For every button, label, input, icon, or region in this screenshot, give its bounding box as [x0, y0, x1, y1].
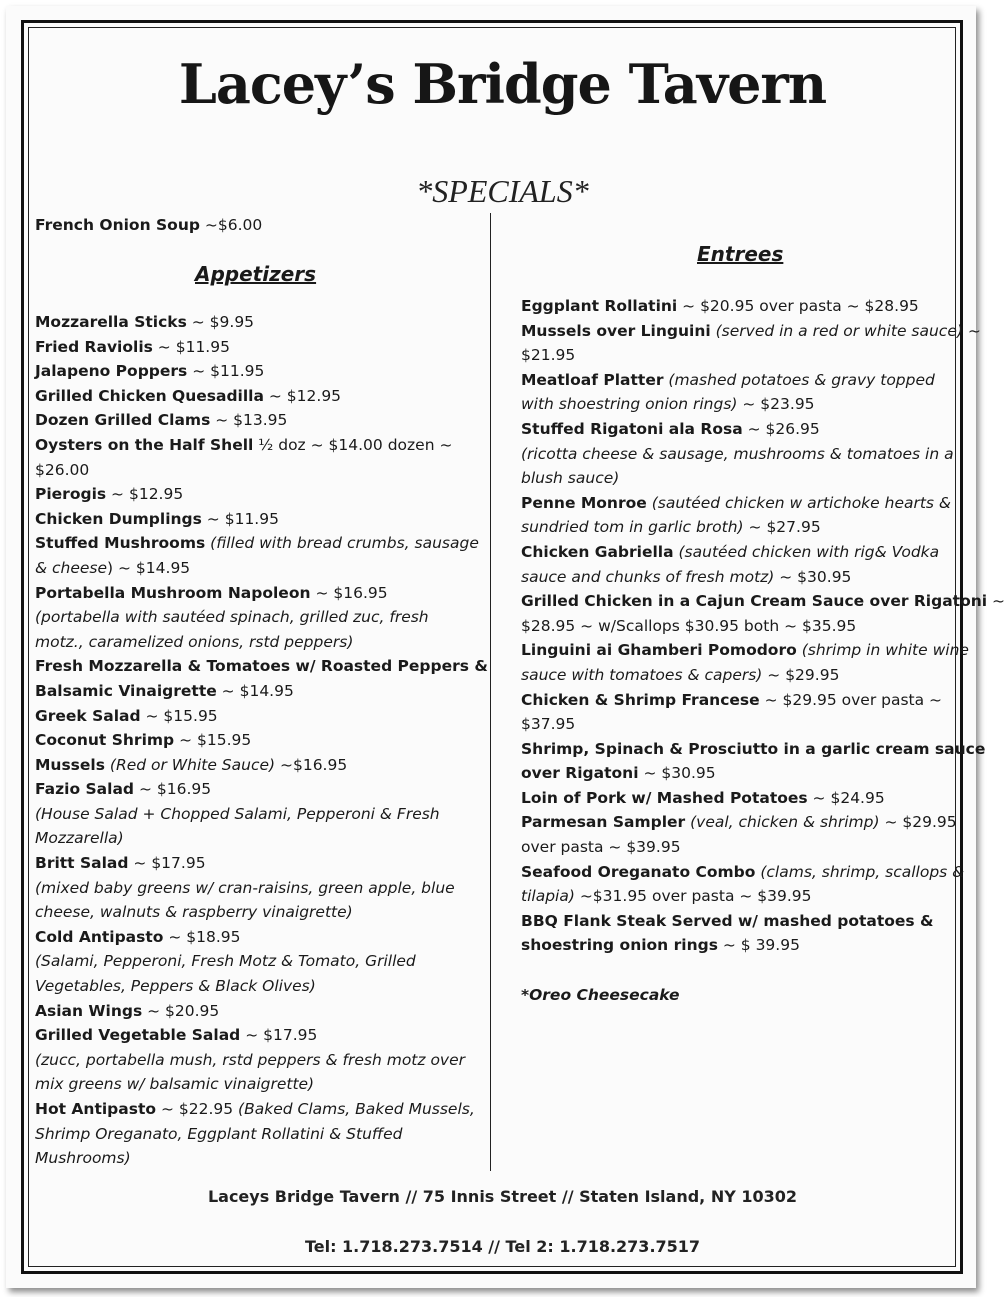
appetizer-line-text: cheese, walnuts & raspberry vinaigrette)	[35, 903, 353, 922]
appetizer-line-text: Asian Wings	[35, 1001, 143, 1020]
appetizer-line-text: mix greens w/ balsamic vinaigrette)	[35, 1075, 315, 1094]
appetizer-line-text: ) ~ $14.95	[107, 558, 191, 577]
appetizer-line-text: Jalapeno Poppers	[35, 362, 188, 381]
appetizer-line-text: (mixed baby greens w/ cran-raisins, green apple, blue	[35, 878, 455, 897]
appetizer-line-text: (House Salad + Chopped Salami, Pepperoni & Fresh	[35, 804, 440, 823]
entree-line-text: ~ $23.95	[737, 395, 815, 414]
entree-line-text: over pasta ~ $39.95	[521, 838, 681, 857]
appetizer-line	[35, 581, 475, 606]
appetizer-line-text: Shrimp Oreganato, Eggplant Rollatini & Stuffed	[35, 1124, 403, 1143]
entree-line	[521, 417, 951, 442]
appetizer-line	[35, 1122, 475, 1147]
entree-line-text: Eggplant Rollatini	[521, 297, 678, 315]
appetizer-line-text: Britt Salad	[35, 854, 129, 873]
appetizer-line	[35, 900, 475, 925]
appetizer-line-text: ~ $16.95	[134, 780, 212, 799]
appetizer-line-text: ~ $18.95	[163, 927, 241, 946]
appetizer-line-text: motz., caramelized onions, rstd peppers)	[35, 632, 354, 651]
appetizers-heading: Appetizers	[195, 262, 317, 286]
soup-line	[35, 213, 465, 253]
appetizer-line	[35, 753, 475, 778]
entree-line-text: tilapia)	[521, 887, 575, 906]
entree-line-text: (sautéed chicken w artichoke hearts &	[646, 493, 952, 512]
appetizer-line-text: ~ $11.95	[187, 362, 265, 381]
appetizer-line-text: ~ $17.95	[240, 1026, 318, 1045]
entree-line-text: ~ $24.95	[807, 788, 885, 807]
entree-line	[521, 860, 965, 885]
appetizer-line	[35, 433, 475, 458]
appetizer-line	[35, 802, 475, 827]
entree-line-text: ~	[987, 592, 1005, 611]
entree-line	[521, 933, 951, 958]
entree-line-text: Parmesan Sampler	[521, 813, 686, 832]
entree-line-text: (mashed potatoes & gravy topped	[663, 370, 935, 389]
appetizer-line	[35, 1048, 475, 1073]
appetizer-line-text: ½ doz ~ $14.00 dozen ~	[253, 435, 453, 454]
appetizer-line	[35, 999, 475, 1024]
entree-line-text: Grilled Chicken in a Cajun Cream Sauce over Rigatoni	[521, 592, 988, 611]
entree-line-text: $37.95	[521, 715, 576, 734]
entree-line	[521, 638, 969, 663]
appetizer-line-text: (filled with bread crumbs, sausage	[205, 534, 479, 553]
entree-line	[521, 294, 951, 319]
appetizer-line	[35, 851, 475, 876]
appetizer-line-text: ~ $9.95	[186, 313, 255, 331]
entree-line-text: with shoestring onion rings)	[521, 395, 738, 414]
entree-line	[521, 983, 951, 1008]
appetizer-line-text: Coconut Shrimp	[35, 731, 175, 750]
appetizer-line-text: & cheese	[35, 558, 108, 577]
entree-line-text: (served in a red or white sauce)	[710, 321, 963, 340]
entrees-list	[521, 294, 1005, 1007]
appetizer-line-text: Balsamic Vinaigrette	[35, 681, 217, 700]
entree-line	[521, 712, 951, 737]
entree-line-text: (shrimp in white wine	[796, 641, 969, 660]
entree-line-text: Stuffed Rigatoni ala Rosa	[521, 419, 743, 438]
appetizer-line-text: Fresh Mozzarella & Tomatoes w/ Roasted Peppers &	[35, 657, 488, 676]
appetizer-line-text: Mozzarella)	[35, 829, 124, 848]
entree-line-text: Meatloaf Platter	[521, 370, 664, 389]
entree-line-text: ~ $29.95	[762, 665, 840, 684]
entree-line-text: blush sauce)	[521, 469, 620, 488]
entree-line	[521, 958, 951, 983]
entree-line-text: ~ $20.95 over pasta ~ $28.95	[677, 297, 919, 315]
footer-address: Laceys Bridge Tavern // 75 Innis Street // Staten Island, NY 10302	[207, 1187, 798, 1206]
appetizer-line	[35, 1023, 475, 1048]
appetizer-line-text: (portabella with sautéed spinach, grilled zuc, fresh	[35, 608, 429, 627]
appetizer-line	[35, 949, 475, 974]
appetizer-line-text: Cold Antipasto	[35, 927, 164, 946]
appetizer-line	[35, 1072, 475, 1097]
entree-line-text: shoestring onion rings	[521, 936, 718, 955]
entree-line-text: ~ $30.95	[638, 764, 716, 783]
entree-line	[521, 565, 951, 590]
footer-phones: Tel: 1.718.273.7514 // Tel 2: 1.718.273.7517	[304, 1237, 701, 1256]
entree-line-text: ~ $26.95	[742, 419, 820, 438]
appetizer-line-text: Mozzarella Sticks	[35, 313, 187, 331]
appetizer-line-text: Portabella Mushroom Napoleon	[35, 583, 311, 602]
appetizer-line-text: ~$16.95	[275, 755, 348, 774]
entree-line	[521, 368, 951, 393]
entrees-heading: Entrees	[697, 242, 784, 266]
entree-line-text: ~ $27.95	[743, 518, 821, 537]
entree-line-text: ~	[962, 321, 981, 340]
entree-line-text: Loin of Pork w/ Mashed Potatoes	[521, 788, 808, 807]
appetizer-line	[35, 1146, 475, 1171]
appetizer-line-text: ~ $17.95	[128, 854, 206, 873]
appetizer-line-text: Chicken Dumplings	[35, 509, 202, 528]
appetizer-line	[35, 531, 479, 556]
appetizer-line-text: (Baked Clams, Baked Mussels,	[238, 1100, 475, 1118]
entree-line	[521, 614, 951, 639]
appetizer-line-text: (zucc, portabella mush, rstd peppers & fresh motz over	[35, 1050, 466, 1069]
entree-line-text: $28.95 ~ w/Scallops $30.95 both ~ $35.95	[521, 616, 857, 635]
appetizer-line-text: Stuffed Mushrooms	[35, 534, 206, 553]
entree-line	[521, 540, 951, 565]
entree-line	[521, 909, 951, 934]
entree-line	[521, 688, 951, 713]
entree-line-text: sauce and chunks of fresh motz)	[521, 567, 775, 586]
entree-line	[521, 663, 951, 688]
specials-label: *SPECIALS*	[416, 173, 589, 209]
appetizer-line	[35, 482, 475, 507]
entree-line	[521, 810, 957, 835]
entree-line-text: Shrimp, Spinach & Prosciutto in a garlic cream sauce	[521, 739, 986, 758]
entree-line	[521, 392, 951, 417]
appetizer-line-text: (Salami, Pepperoni, Fresh Motz & Tomato, Grilled	[35, 952, 416, 971]
appetizer-line-text: Mussels	[35, 755, 105, 774]
appetizer-line	[35, 605, 475, 630]
appetizer-line	[35, 654, 488, 679]
entree-line	[521, 884, 951, 909]
entree-line	[521, 835, 951, 860]
entree-line-text: ~ $ 39.95	[717, 936, 800, 955]
appetizer-line	[35, 925, 475, 950]
appetizer-line-text: Dozen Grilled Clams	[35, 411, 211, 430]
appetizer-line	[35, 556, 475, 581]
entree-line-text: ~ $29.95	[879, 813, 957, 832]
appetizer-line-text: Oysters on the Half Shell	[35, 435, 254, 454]
soup-price: ~$6.00	[199, 216, 263, 234]
appetizer-line-text: ~ $16.95	[310, 583, 388, 602]
entree-line-text: sundried tom in garlic broth)	[521, 518, 744, 537]
appetizer-line-text: Hot Antipasto	[35, 1100, 157, 1118]
appetizer-line	[35, 458, 475, 483]
appetizer-line-text: Fazio Salad	[35, 780, 135, 799]
entree-line-text: (veal, chicken & shrimp)	[685, 813, 880, 832]
appetizer-line-text: Fried Raviolis	[35, 337, 153, 356]
appetizer-line-text: Greek Salad	[35, 706, 141, 725]
entree-line	[521, 319, 981, 344]
appetizer-line-text: Mushrooms)	[35, 1149, 131, 1168]
entree-line-text: ~ $29.95 over pasta ~	[759, 690, 943, 709]
restaurant-title: Lacey’s Bridge Tavern	[178, 52, 827, 116]
appetizer-line	[35, 1097, 475, 1122]
entree-line-text: ~ $30.95	[774, 567, 852, 586]
appetizer-line	[35, 876, 475, 901]
entree-line	[521, 343, 951, 368]
appetizer-line	[35, 826, 475, 851]
entree-line-text: Penne Monroe	[521, 493, 647, 512]
entree-line-text: Mussels over Linguini	[521, 321, 711, 340]
appetizer-line	[35, 679, 475, 704]
appetizer-line	[35, 310, 475, 335]
entree-line-text: over Rigatoni	[521, 764, 639, 783]
appetizer-line-text: ~ $22.95	[156, 1100, 239, 1118]
entree-line	[521, 491, 951, 516]
appetizer-line-text: ~ $11.95	[201, 509, 279, 528]
appetizer-line-text: ~ $15.95	[140, 706, 218, 725]
entree-line	[521, 515, 951, 540]
column-divider	[490, 213, 491, 1171]
entree-line-text: ~$31.95 over pasta ~ $39.95	[574, 887, 812, 906]
appetizer-line	[35, 359, 475, 384]
appetizer-line-text: ~ $13.95	[210, 411, 288, 430]
appetizer-line-text: ~ $12.95	[263, 386, 342, 405]
appetizer-line	[35, 630, 475, 655]
appetizer-line-text: Pierogis	[35, 485, 107, 504]
appetizer-line-text: $26.00	[35, 460, 90, 479]
soup-name: French Onion Soup	[35, 216, 200, 234]
appetizers-list	[35, 310, 488, 1171]
entree-line-text: (clams, shrimp, scallops &	[755, 862, 965, 881]
appetizer-line	[35, 777, 475, 802]
appetizer-line-text: (Red or White Sauce)	[104, 755, 276, 774]
entree-line	[521, 761, 951, 786]
appetizer-line	[35, 335, 475, 360]
appetizer-line	[35, 974, 475, 999]
appetizer-line-text: Grilled Vegetable Salad	[35, 1026, 241, 1045]
appetizer-line	[35, 408, 475, 433]
appetizer-line	[35, 728, 475, 753]
entree-line	[521, 442, 954, 467]
entree-line-text: BBQ Flank Steak Served w/ mashed potatoes &	[521, 911, 934, 930]
appetizer-line-text: ~ $15.95	[174, 731, 252, 750]
entree-line	[521, 466, 951, 491]
appetizer-line	[35, 704, 475, 729]
entree-line-text: Chicken & Shrimp Francese	[521, 690, 760, 709]
appetizer-line-text: ~ $12.95	[106, 485, 184, 504]
appetizer-line-text: ~ $14.95	[216, 681, 294, 700]
entree-line-text: Seafood Oreganato Combo	[521, 862, 756, 881]
entree-line-text: (sautéed chicken with rig& Vodka	[673, 542, 940, 561]
appetizer-line-text: Vegetables, Peppers & Black Olives)	[35, 977, 316, 996]
entree-line-text: sauce with tomatoes & capers)	[521, 665, 763, 684]
appetizer-line	[35, 384, 475, 409]
entree-line	[521, 589, 1005, 614]
appetizer-line-text: ~ $11.95	[152, 337, 230, 356]
entree-line-text: *Oreo Cheesecake	[521, 985, 680, 1004]
entree-line	[521, 737, 986, 762]
entree-line-text: (ricotta cheese & sausage, mushrooms & tomatoes in a	[521, 444, 954, 463]
appetizer-line	[35, 507, 475, 532]
entree-line	[521, 786, 951, 811]
appetizer-line-text: ~ $20.95	[142, 1001, 220, 1020]
appetizer-line-text: Grilled Chicken Quesadilla	[35, 386, 264, 405]
entree-line-text: $21.95	[521, 346, 576, 365]
entree-line-text: Linguini ai Ghamberi Pomodoro	[521, 641, 797, 660]
entree-line-text: Chicken Gabriella	[521, 542, 674, 561]
